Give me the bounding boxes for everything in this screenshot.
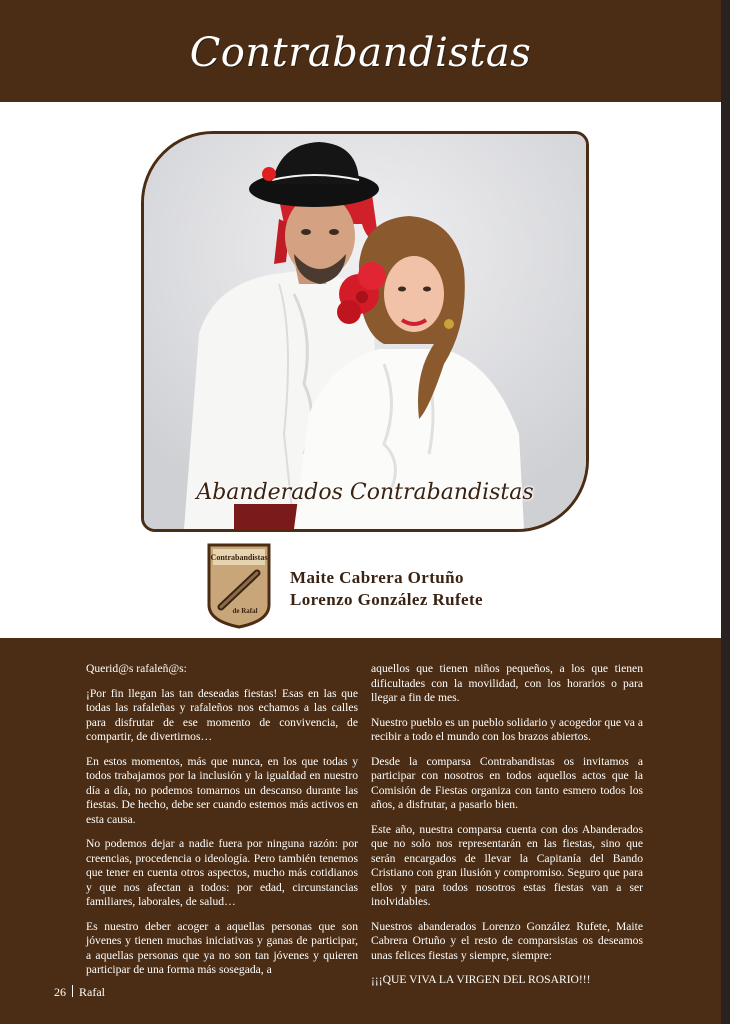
article-paragraph: Querid@s rafaleñ@s: <box>86 662 187 675</box>
article-section <box>0 638 721 1024</box>
page-title: Contrabandistas <box>189 30 532 76</box>
article-paragraph: Es nuestro deber acoger a aquellas personas que son jóvenes y tienen muchas iniciativas y ganas de participar, a aquellas personas que ya no son tan jóvenes y quieren participar de una forma más sosegada, a <box>86 919 358 976</box>
page-footer <box>54 985 105 1000</box>
couple-photo <box>141 131 589 532</box>
svg-text:Contrabandistas: Contrabandistas <box>210 553 268 562</box>
article-paragraph: Nuestro pueblo es un pueblo solidario y acogedor que va a recibir a todo el mundo con los brazos abiertos. <box>371 715 643 743</box>
article-paragraph: En estos momentos, más que nunca, en los que todas y todos trabajamos por la inclusión y la igualdad en nuestro día a día, no podemos tomarnos un descanso durante las fiestas. De hecho, debe ser cuando estemos más activos en esta causa. <box>86 754 358 826</box>
page-header <box>0 0 721 102</box>
article-paragraph: Nuestros abanderados Lorenzo González Rufete, Maite Cabrera Ortuño y el resto de comparsistas os deseamos unas felices fiestas y siempre, siempre: <box>371 919 643 962</box>
article-paragraph: Desde la comparsa Contrabandistas os invitamos a participar con nosotros en todos aquellos actos que la Comisión de Fiestas organiza con tanto esmero todos los años, a disfrutar, a pasarlo bien. <box>371 754 643 811</box>
abanderados-names <box>290 567 483 611</box>
article-paragraph: aquellos que tienen niños pequeños, a los que tienen dificultades con la movilidad, con los horarios o para llegar a fin de mes. <box>371 662 643 704</box>
article-paragraph: ¡¡¡QUE VIVA LA VIRGEN DEL ROSARIO!!! <box>371 973 591 986</box>
couple-photo-illustration <box>144 134 586 529</box>
photo-caption: Abanderados Contrabandistas <box>196 480 534 505</box>
footer-divider <box>72 985 73 997</box>
article-column-left <box>86 662 358 988</box>
page-number: 26 <box>54 985 66 999</box>
article-paragraph: No podemos dejar a nadie fuera por ninguna razón: por creencias, procedencia o ideología. Pero también tenemos que tener en cuenta otros aspectos, mucho más cotidianos y que nos afectan a todos: por edad, circunstancias familiares, laborales, de salud… <box>86 837 358 908</box>
comparsa-crest-logo <box>207 543 271 629</box>
name-maite: Maite Cabrera Ortuño <box>290 568 464 587</box>
magazine-name: Rafal <box>79 985 105 999</box>
svg-text:de Rafal: de Rafal <box>232 607 258 615</box>
name-lorenzo: Lorenzo González Rufete <box>290 590 484 609</box>
article-paragraph: Este año, nuestra comparsa cuenta con dos Abanderados que no solo nos representarán en las fiestas, sino que serán encargados de llevar la Capitanía del Bando Cristiano con gran ilusión y compromiso. Seguro que para ellos y para todos nosotros estas fiestas van a ser inolvidables. <box>371 822 643 908</box>
page-edge-bar <box>721 0 730 1024</box>
article-paragraph: ¡Por fin llegan las tan deseadas fiestas! Esas en las que todas las rafaleñas y rafaleños nos echamos a las calles para disfrutar de ese momento de convivencia, de compartir, de divertirnos… <box>86 686 358 743</box>
article-column-right <box>371 662 643 998</box>
